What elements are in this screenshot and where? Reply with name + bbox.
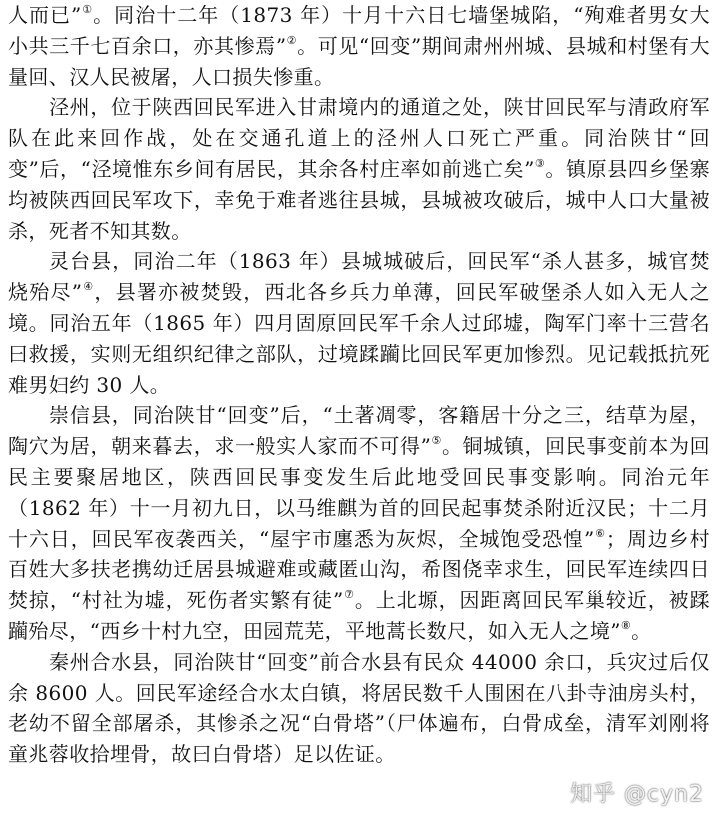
paragraph-text: ；周边乡村百姓大多扶老携幼迁居县城避难或藏匿山沟，希图侥幸求生，回民军连续四日焚掠，“村社为墟，死伤者实繁有徒” [8, 526, 711, 613]
paragraph-p5 [8, 647, 710, 770]
footnote-marker: ④ [82, 280, 95, 294]
paragraph-text: 秦州合水县，同治陕甘“回变”前合水县有民众 44000 余口，兵灾过后仅余 8600 人。回民军途经合水太白镇，将居民数千人围困在八卦寺油房头村，老幼不留全部屠杀，其惨杀之况“白骨塔”（尸体遍布，白骨成垒，清军刘刚将童兆蓉收拾埋骨，故曰白骨塔）足以佐证。 [8, 649, 710, 767]
paragraph-text: 。同治十二年（1873 年）十月十六日七墙堡城陷，“殉难者男女大小共三千七百余口，亦其惨焉” [8, 3, 711, 58]
zhihu-watermark: 知乎 @cyn2 [569, 782, 704, 807]
paragraph-text: 。 [631, 618, 652, 643]
footnote-marker: ② [286, 33, 298, 47]
paragraph-text: 泾州，位于陕西回民军进入甘肃境内的通道之处，陕甘回民军与清政府军队在此来回作战，处在交通孔道上的泾州人口死亡严重。同治陕甘“回变”后，“泾境惟东乡间有居民，其余各村庄率如前逃亡矣” [8, 95, 710, 181]
paragraph-p2 [8, 92, 710, 246]
paragraph-text: ，县署亦被焚毁，西北各乡兵力单薄，回民军破堡杀人如入无人之境。同治五年（1865 年）四月固原回民军千余人过邱墟，陶军门率十三营名曰救援，实则无组织纪律之部队，过境蹂躏比回民军更加惨烈。见记载抵抗死难男妇约 30 人。 [8, 280, 710, 397]
footnote-marker: ⑤ [431, 434, 443, 448]
footnote-marker: ⑦ [343, 588, 355, 602]
footnote-marker: ③ [534, 156, 546, 170]
paragraph-p1 [8, 0, 710, 92]
paragraph-text: 。可见“回变”期间肃州州城、县城和村堡有大量回、汉人民被屠，人口损失惨重。 [8, 33, 711, 89]
paragraph-p4 [8, 400, 710, 646]
footnote-marker: ⑥ [594, 526, 606, 540]
footnote-marker: ⑧ [620, 618, 632, 632]
footnote-marker: ① [81, 3, 94, 16]
document-body [8, 0, 710, 770]
paragraph-text: 崇信县，同治陕甘“回变”后，“土著凋零，客籍居十分之三，结草为屋，陶穴为居，朝来暮去，求一般实人家而不可得” [8, 403, 710, 459]
paragraph-p3 [8, 246, 710, 400]
paragraph-text: 。铜城镇，回民事变前本为回民主要聚居地区，陕西回民事变发生后此地受回民事变影响。同治元年（1862 年）十一月初九日，以马维麒为首的回民起事焚杀附近汉民；十二月十六日，回民军夜袭西关，“屋宇市廛悉为灰烬，全城饱受恐惶” [8, 434, 711, 551]
paragraph-text: 人而已” [8, 3, 82, 27]
paragraph-text: 灵台县，同治二年（1863 年）县城城破后，回民军“杀人甚多，城官焚烧殆尽” [8, 249, 710, 305]
paragraph-text: 。上北塬，因距离回民军巢较近，被蹂躏殆尽，“西乡十村九空，田园荒芜，平地蒿长数尺，如入无人之境” [8, 588, 711, 643]
paragraph-text: 。镇原县四乡堡寨均被陕西回民军攻下，幸免于难者逃往县城，县城被攻破后，城中人口大量被杀，死者不知其数。 [8, 156, 711, 243]
